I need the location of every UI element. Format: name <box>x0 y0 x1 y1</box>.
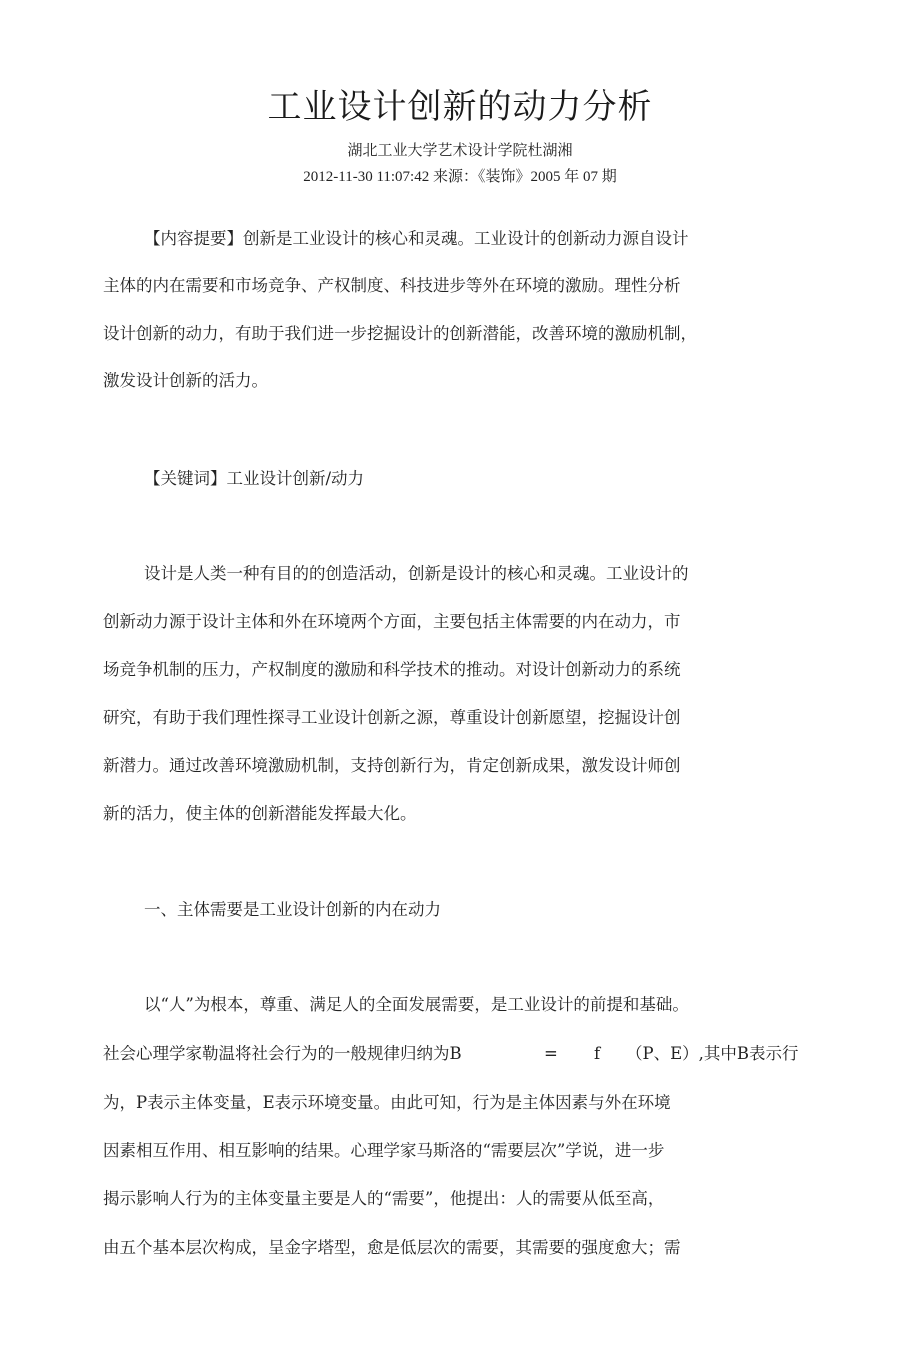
author-line: 湖北工业大学艺术设计学院杜湖湘 <box>347 141 573 159</box>
section-line: 揭示影响人行为的主体变量主要是人的“需要”，他提出：人的需要从低至高， <box>103 1189 665 1208</box>
section-line: 以“人”为根本，尊重、满足人的全面发展需要，是工业设计的前提和基础。 <box>144 995 689 1014</box>
abstract-line: 激发设计创新的活力。 <box>103 371 268 390</box>
section-line: 社会心理学家勒温将社会行为的一般规律归纳为B <box>103 1044 462 1063</box>
section-line: 因素相互作用、相互影响的结果。心理学家马斯洛的“需要层次”学说，进一步 <box>103 1141 665 1160</box>
formula-rest: （P、E）,其中B表示行 <box>626 1044 799 1063</box>
abstract-line: 【内容提要】创新是工业设计的核心和灵魂。工业设计的创新动力源自设计 <box>144 229 689 248</box>
intro-line: 研究，有助于我们理性探寻工业设计创新之源，尊重设计创新愿望，挖掘设计创 <box>103 708 681 727</box>
abstract-line: 主体的内在需要和市场竞争、产权制度、科技进步等外在环境的激励。理性分析 <box>103 276 681 295</box>
intro-line: 新潜力。通过改善环境激励机制，支持创新行为，肯定创新成果，激发设计师创 <box>103 756 681 775</box>
section-line: 为，P表示主体变量，E表示环境变量。由此可知，行为是主体因素与外在环境 <box>103 1093 671 1112</box>
formula-equals: = <box>544 1044 558 1063</box>
abstract-line: 设计创新的动力，有助于我们进一步挖掘设计的创新潜能，改善环境的激励机制， <box>103 324 697 343</box>
intro-line: 设计是人类一种有目的的创造活动，创新是设计的核心和灵魂。工业设计的 <box>144 564 689 583</box>
intro-line: 创新动力源于设计主体和外在环境两个方面，主要包括主体需要的内在动力，市 <box>103 612 681 631</box>
keywords-line: 【关键词】工业设计创新/动力 <box>144 469 365 488</box>
section-heading: 一、主体需要是工业设计创新的内在动力 <box>144 900 441 919</box>
meta-line: 2012-11-30 11:07:42 来源：《装饰》2005 年 07 期 <box>303 169 617 185</box>
intro-line: 新的活力，使主体的创新潜能发挥最大化。 <box>103 804 417 823</box>
intro-line: 场竞争机制的压力，产权制度的激励和科学技术的推动。对设计创新动力的系统 <box>103 660 681 679</box>
section-line: 由五个基本层次构成，呈金字塔型，愈是低层次的需要，其需要的强度愈大；需 <box>103 1238 681 1257</box>
formula-f: f <box>594 1044 601 1063</box>
article-title: 工业设计创新的动力分析 <box>267 87 653 127</box>
